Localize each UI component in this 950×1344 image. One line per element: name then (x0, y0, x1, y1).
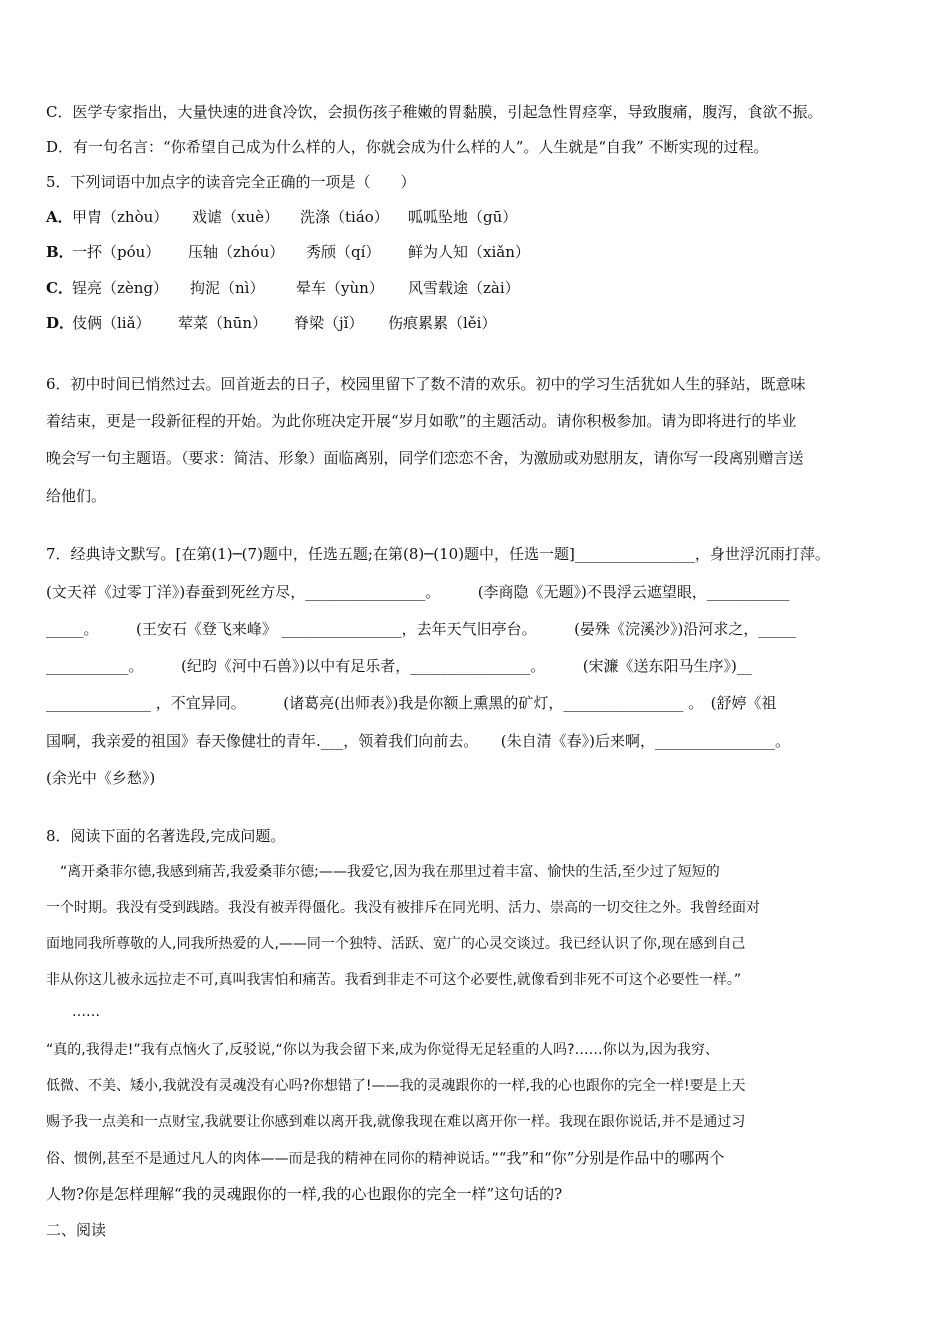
option-item: 荤菜（hūn） (178, 314, 267, 332)
q8-passage-line: …… (58, 1004, 100, 1020)
q8-passage-line: 赐予我一点美和一点财宝,我就要让你感到难以离开我,就像我现在难以离开你一样。我现在跟你说话,并不是通过习 (46, 1114, 746, 1130)
option-item: 戏谑（xuè） (192, 208, 279, 226)
q5-stem: 5．下列词语中加点字的读音完全正确的一项是（ ） (46, 173, 416, 191)
q7-line: 7．经典诗文默写。[在第(1)─(7)题中，任选五题;在第(8)─(10)题中，任选一题]________________，身世浮沉雨打萍。 (46, 545, 830, 563)
q8-passage-line: 低微、不美、矮小,我就没有灵魂没有心吗?你想错了!——我的灵魂跟你的一样,我的心也跟你的完全一样!要是上天 (46, 1078, 746, 1094)
q8-passage-line: 面地同我所尊敬的人,同我所热爱的人,——同一个独特、活跃、宽广的心灵交谈过。我已经认识了你,现在感到自己 (46, 936, 746, 952)
option-letter: A． (46, 208, 73, 226)
q7-line: _____。 (王安石《登飞来峰》 ________________，去年天气旧亭台。 (晏殊《浣溪沙》)沿河求之，_____ (46, 620, 796, 638)
q8-stem: 8．阅读下面的名著选段,完成问题。 (46, 827, 286, 845)
option-item: 压轴（zhóu） (188, 243, 285, 261)
section-heading: 二、阅读 (46, 1221, 107, 1239)
option-item: 脊梁（jǐ） (294, 314, 364, 332)
q7-line: (文天祥《过零丁洋》)春蚕到死丝方尽，________________。 (李商隐《无题》)不畏浮云遮望眼，___________ (46, 583, 790, 601)
q6-line: 6．初中时间已悄然过去。回首逝去的日子，校园里留下了数不清的欢乐。初中的学习生活犹如人生的驿站，既意味 (46, 375, 806, 393)
q7-line: 国啊，我亲爱的祖国》春天像健壮的青年.___，领着我们向前去。 (朱自清《春》)后来啊，________________。 (46, 732, 790, 750)
option-item: 拘泥（nì） (190, 279, 265, 297)
q8-passage-line: 一个时期。我没有受到践踏。我没有被弄得僵化。我没有被排斥在同光明、活力、崇高的一切交往之外。我曾经面对 (46, 900, 760, 916)
option-item: 秀颀（qí） (306, 243, 381, 261)
q6-line: 着结束，更是一段新征程的开始。为此你班决定开展“岁月如歌”的主题活动。请你积极参加。请为即将进行的毕业 (46, 412, 797, 430)
option-item: 伎俩（liǎ） (72, 314, 151, 332)
q8-passage-line: “离开桑菲尔德,我感到痛苦,我爱桑菲尔德;——我爱它,因为我在那里过着丰富、愉快的生活,至少过了短短的 (46, 864, 720, 880)
q5-option-b (46, 242, 530, 262)
q8-question: 人物?你是怎样理解“我的灵魂跟你的一样,我的心也跟你的完全一样”这句话的? (46, 1185, 563, 1203)
q8-passage-line: 非从你这儿被永远拉走不可,真叫我害怕和痛苦。我看到非走不可这个必要性,就像看到非死不可这个必要性一样。” (46, 972, 742, 988)
option-item: 风雪载途（zài） (408, 279, 520, 297)
q6-line: 给他们。 (46, 487, 107, 505)
option-item: 晕车（yùn） (296, 279, 384, 297)
option-item: 伤痕累累（lěi） (388, 314, 497, 332)
q8-question: “我”和“你”分别是作品中的哪两个 (498, 1149, 725, 1167)
option-item: 锃亮（zèng） (72, 279, 169, 297)
q8-passage-line: 俗、惯例,甚至不是通过凡人的肉体——而是我的精神在同你的精神说话。” (46, 1151, 499, 1167)
q7-line: ___________。 (纪昀《河中石兽》)以中有足乐者，________________。 (宋濂《送东阳马生序》)__ (46, 657, 752, 675)
q7-line: (余光中《乡愁》) (46, 769, 156, 787)
q6-line: 晚会写一句主题语。（要求：简洁、形象）面临离别，同学们恋恋不舍，为激励或劝慰朋友，请你写一段离别赠言送 (46, 449, 804, 467)
option-letter: C． (46, 279, 73, 297)
option-item: 鲜为人知（xiǎn） (408, 243, 530, 261)
q4-option-d: D．有一句名言：“你希望自己成为什么样的人，你就会成为什么样的人”。人生就是“自我” 不断实现的过程。 (46, 138, 769, 156)
q5-option-d (46, 313, 496, 333)
option-item: 一抔（póu） (72, 243, 161, 261)
q5-option-c (46, 278, 520, 298)
option-item: 呱呱坠地（gū） (408, 208, 518, 226)
q5-option-a (46, 207, 517, 227)
q8-passage-line: “真的,我得走!”我有点恼火了,反驳说,“你以为我会留下来,成为你觉得无足轻重的人吗?……你以为,因为我穷、 (46, 1042, 720, 1058)
option-letter: D． (46, 314, 75, 332)
option-item: 洗涤（tiáo） (300, 208, 389, 226)
q7-line: ______________ ，不宜异同。 (诸葛亮(出师表》)我是你额上熏黑的矿灯，________________ 。 (舒婷《祖 (46, 694, 777, 712)
q4-option-c: C．医学专家指出，大量快速的进食冷饮，会损伤孩子稚嫩的胃黏膜，引起急性胃痉挛，导致腹痛，腹泻，食欲不振。 (46, 103, 823, 121)
option-letter: B． (46, 243, 74, 261)
q8-passage-end (46, 1148, 724, 1169)
option-item: 甲胄（zhòu） (72, 208, 169, 226)
